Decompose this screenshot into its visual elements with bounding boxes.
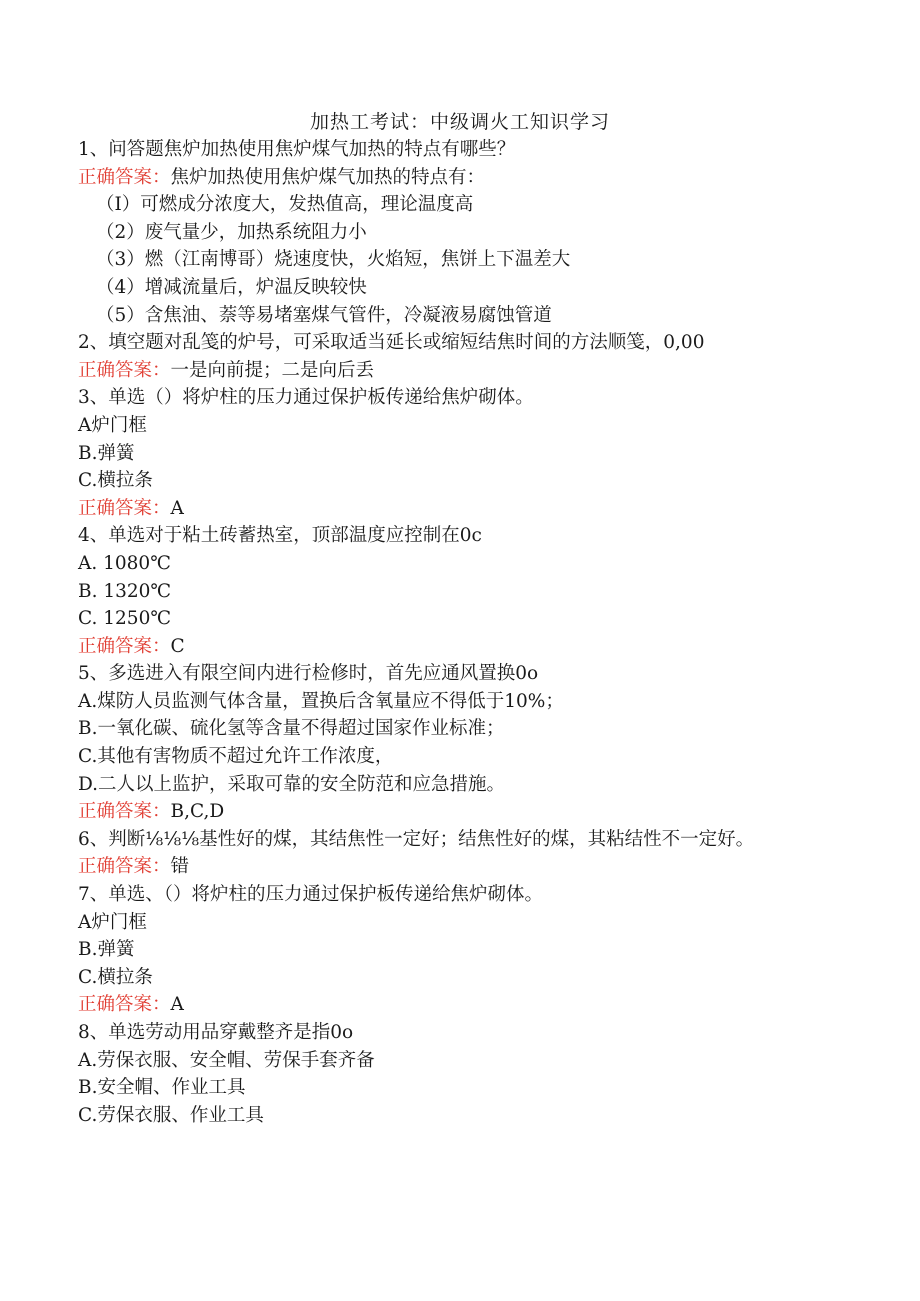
answer-point: （I）可燃成分浓度大，发热值高，理论温度高 xyxy=(96,194,474,216)
answer-point: （3）燃（江南博哥）烧速度快，火焰短，焦饼上下温差大 xyxy=(96,249,571,271)
question-text: 1、问答题焦炉加热使用焦炉煤气加热的特点有哪些？ xyxy=(78,139,516,160)
question-item xyxy=(78,826,818,881)
question-item xyxy=(78,522,818,660)
answer-text: B,C,D xyxy=(170,801,225,823)
answer-text: 一是向前提；二是向后丢 xyxy=(170,359,375,381)
question-item xyxy=(78,881,818,1019)
answer-line xyxy=(78,633,818,661)
answer-label: 正确答案： xyxy=(78,801,171,823)
option-text: A.煤防人员监测气体含量，置换后含氧量应不得低于10%； xyxy=(78,690,564,712)
question-item xyxy=(78,384,818,522)
option-text: C.其他有害物质不超过允许工作浓度， xyxy=(78,746,394,768)
answer-point: （4）增减流量后，炉温反映较快 xyxy=(96,276,367,298)
answer-text: A xyxy=(170,994,184,1016)
option-text: A炉门框 xyxy=(78,414,147,436)
question-text: 7、单选、（）将炉柱的压力通过保护板传递给焦炉砌体。 xyxy=(78,884,544,906)
question-item xyxy=(78,136,818,329)
option-text: C.横拉条 xyxy=(78,966,153,988)
question-text: 4、单选对于粘土砖蓄热室，顶部温度应控制在0c xyxy=(78,525,482,547)
option-text: B.弹簧 xyxy=(78,939,135,961)
question-item xyxy=(78,329,818,384)
question-text: 6、判断⅛⅛⅛基性好的煤，其结焦性一定好；结焦性好的煤，其粘结性不一定好。 xyxy=(78,828,755,850)
question-text: 2、填空题对乱笺的炉号，可采取适当延长或缩短结焦时间的方法顺笺，0,00 xyxy=(78,332,705,354)
question-text: 8、单选劳动用品穿戴整齐是指0o xyxy=(78,1022,354,1043)
question-item xyxy=(78,660,818,826)
option-text: A. 1080℃ xyxy=(78,552,171,574)
answer-label: 正确答案： xyxy=(78,359,171,381)
option-text: A炉门框 xyxy=(78,911,147,933)
option-text: C.横拉条 xyxy=(78,470,153,492)
answer-text: 错 xyxy=(170,856,190,878)
answer-point: （5）含焦油、萘等易堵塞煤气管件，冷凝液易腐蚀管道 xyxy=(96,304,552,326)
option-text: A.劳保衣服、安全帽、劳保手套齐备 xyxy=(78,1049,375,1071)
option-text: B.一氧化碳、硫化氢等含量不得超过国家作业标准； xyxy=(78,718,505,740)
option-text: C. 1250℃ xyxy=(78,608,172,630)
answer-line xyxy=(78,357,818,385)
answer-text: C xyxy=(170,635,185,657)
answer-label: 正确答案： xyxy=(78,635,171,657)
answer-label: 正确答案： xyxy=(78,994,171,1016)
question-text: 5、多选进入有限空间内进行检修时，首先应通风置换0o xyxy=(78,663,539,685)
option-text: B.安全帽、作业工具 xyxy=(78,1077,246,1099)
option-text: D.二人以上监护，采取可靠的安全防范和应急措施。 xyxy=(78,773,506,795)
answer-label: 正确答案： xyxy=(78,856,171,878)
answer-label: 正确答案： xyxy=(78,166,171,188)
answer-label: 正确答案： xyxy=(78,497,171,519)
answer-line xyxy=(78,164,818,192)
answer-line xyxy=(78,798,818,826)
answer-point: （2）废气量少，加热系统阻力小 xyxy=(96,221,367,243)
answer-line xyxy=(78,495,818,523)
question-list xyxy=(78,136,818,1129)
answer-line xyxy=(78,853,818,881)
question-text: 3、单选（）将炉柱的压力通过保护板传递给焦炉砌体。 xyxy=(78,387,534,409)
document-title: 加热工考试：中级调火工知识学习 xyxy=(309,111,610,133)
question-item xyxy=(78,1019,818,1129)
answer-text: 焦炉加热使用焦炉煤气加热的特点有： xyxy=(170,166,486,188)
answer-line xyxy=(78,991,818,1019)
answer-text: A xyxy=(170,497,184,519)
option-text: B.弹簧 xyxy=(78,442,135,464)
option-text: B. 1320℃ xyxy=(78,580,172,602)
option-text: C.劳保衣服、作业工具 xyxy=(78,1104,264,1126)
